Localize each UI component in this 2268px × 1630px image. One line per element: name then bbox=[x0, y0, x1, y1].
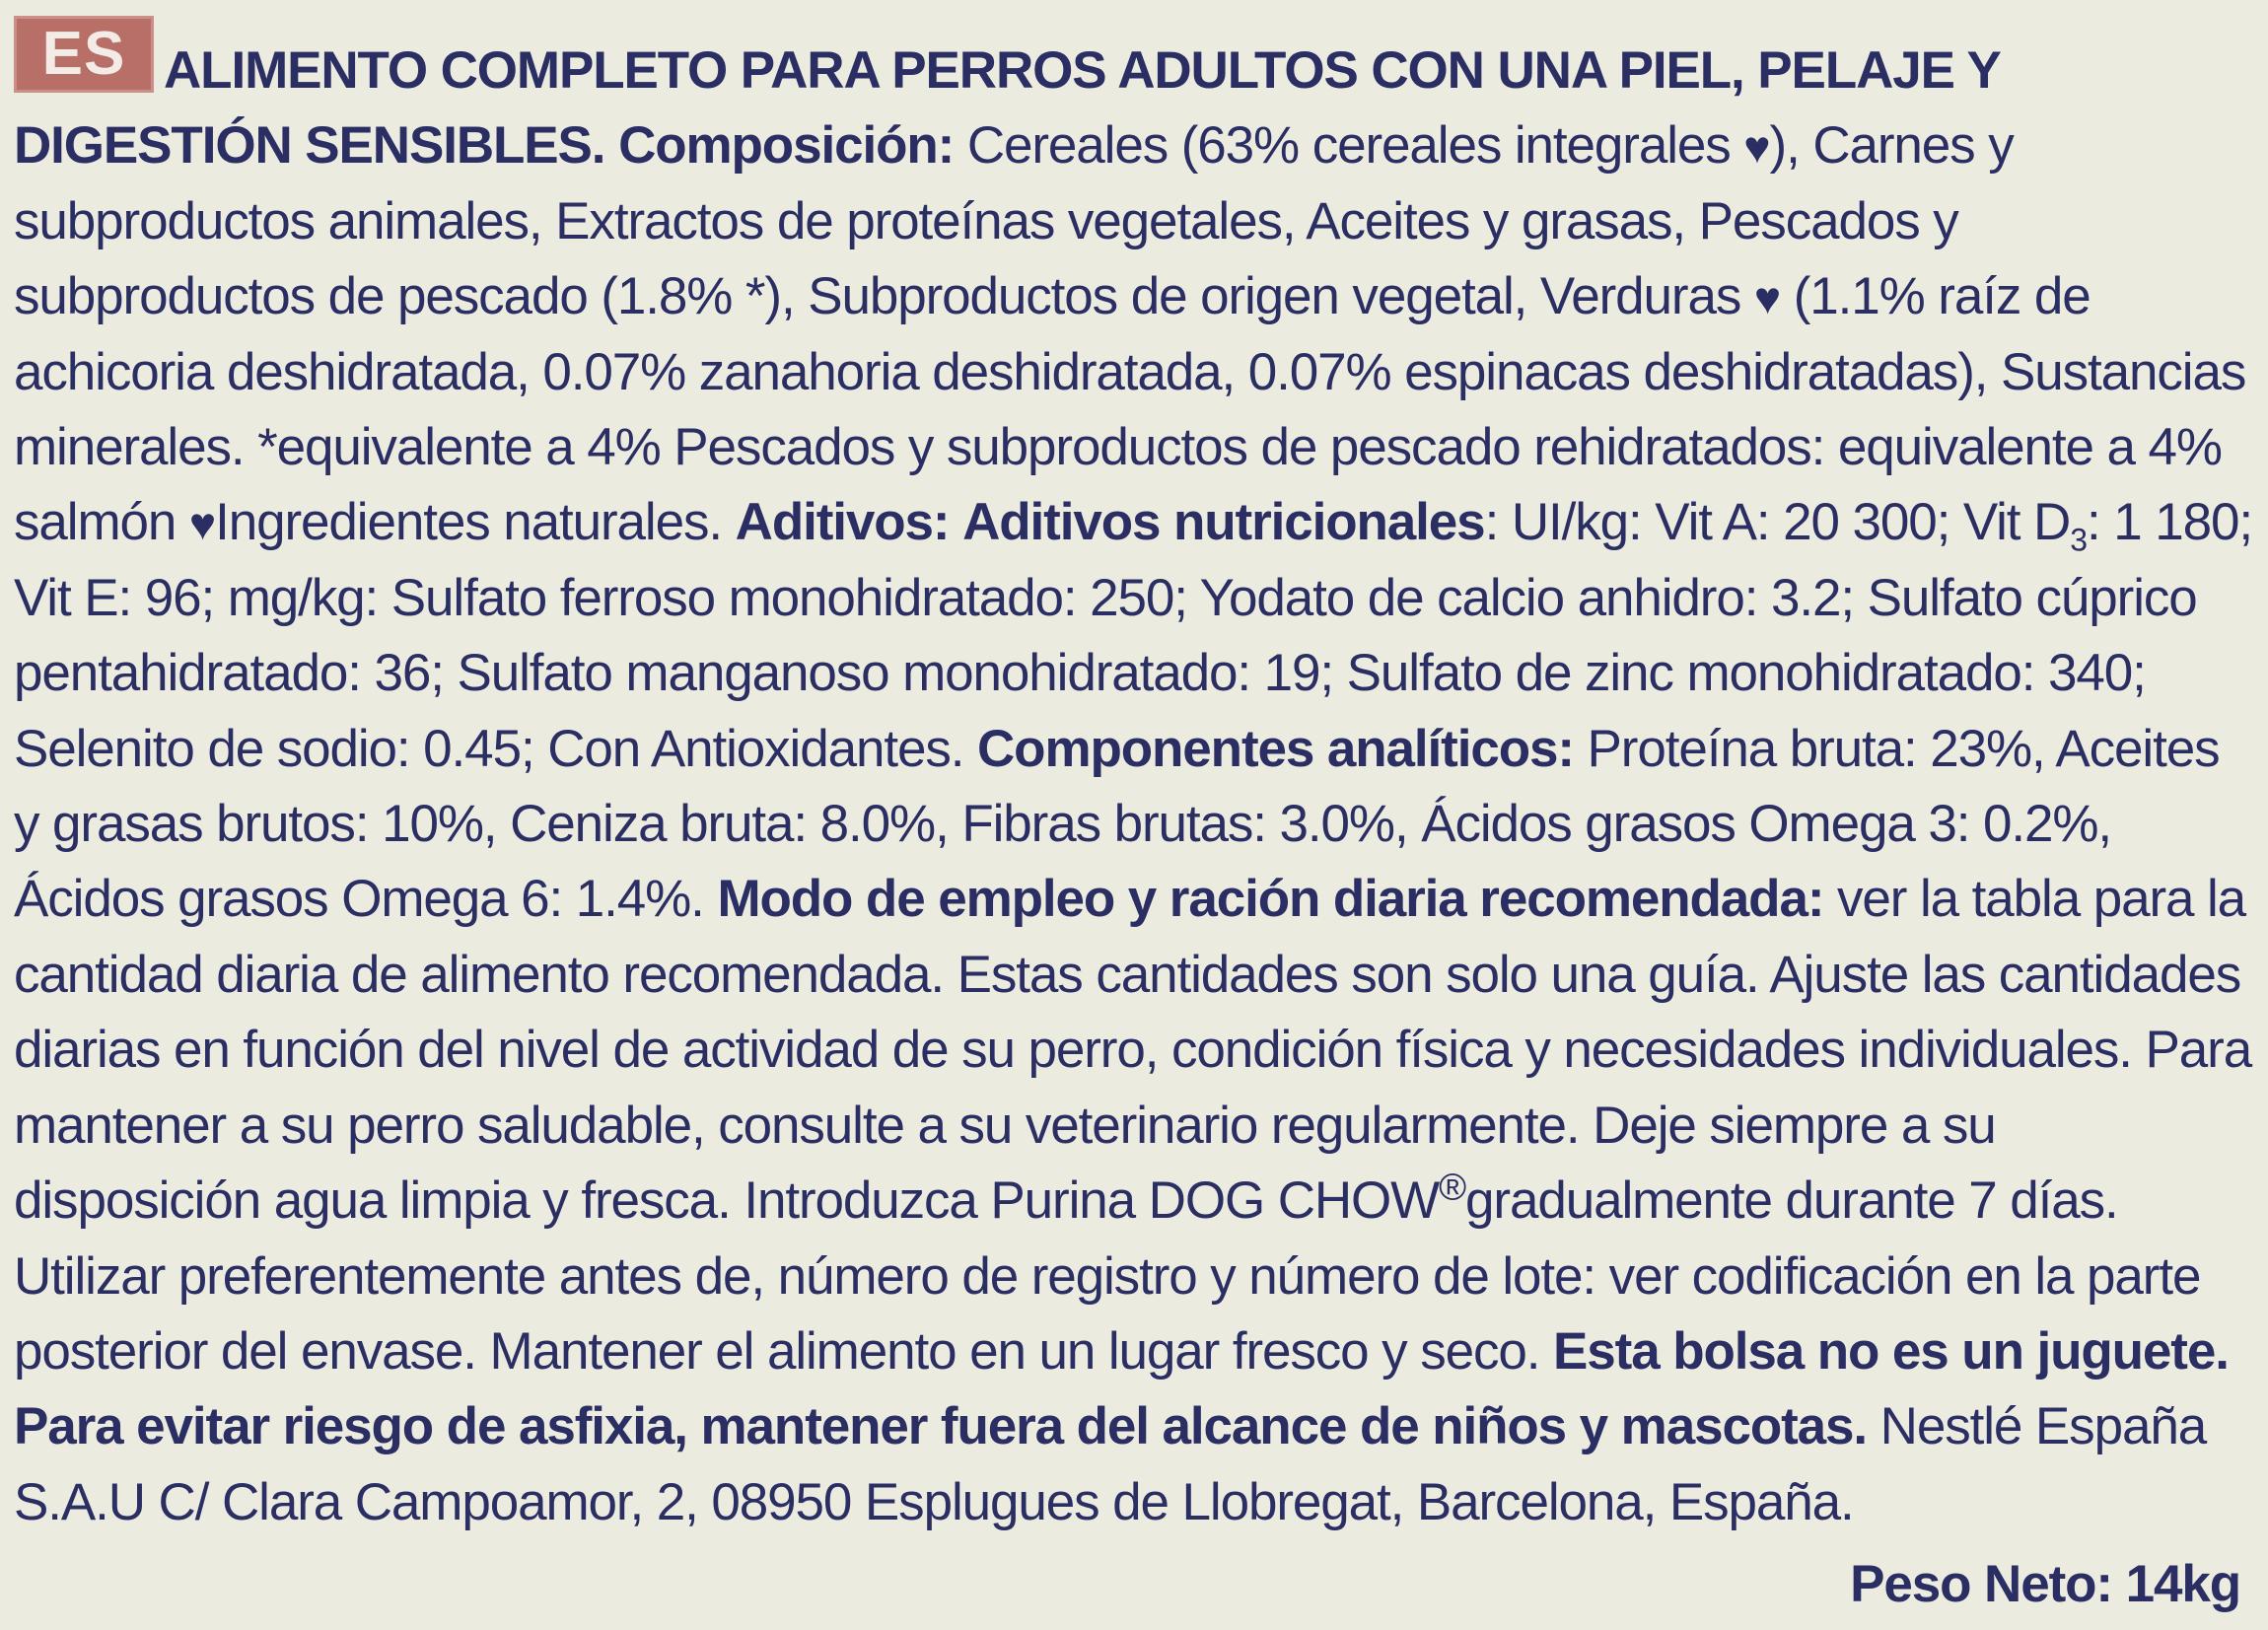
composition-heading: Composición: bbox=[618, 116, 955, 176]
heart-icon: ♥ bbox=[1743, 121, 1770, 174]
composition-text-2: ), Carnes y subproductos animales, Extractos de proteínas vegetales, Aceites y grasas, Pescados y subproductos de pescado (1.8% *), Subproductos de origen vegetal, Verduras bbox=[14, 116, 2014, 326]
heart-icon: ♥ bbox=[188, 498, 216, 550]
usage-heading: Modo de empleo y ración diaria recomendada: bbox=[717, 870, 1824, 929]
label-body-text bbox=[14, 34, 2254, 1540]
nutritional-additives-heading: Aditivos nutricionales bbox=[962, 493, 1485, 552]
product-title-line1: ALIMENTO COMPLETO PARA PERROS ADULTOS CON UNA PIEL, PELAJE Y DIGESTIÓN bbox=[14, 41, 2000, 176]
additives-text-a: : UI/kg: Vit A: 20 300; Vit D bbox=[1484, 493, 2071, 552]
composition-text-3: (1.1% raíz de achicoria deshidratada, 0.07% zanahoria deshidratada, 0.07% espinacas deshidratadas), Sustancias minerales. *equivalente a 4% Pescados y subproductos de pescado rehidratados: equivalente a 4% salmón bbox=[14, 267, 2246, 552]
usage-text-b: gradualmente durante 7 días. Utilizar preferentemente antes de, número de registro y número de lote: ver codificación en la parte posterior del envase. Mantener el alimento en un lugar fresco y seco. bbox=[14, 1171, 2201, 1381]
registered-mark: ® bbox=[1439, 1167, 1466, 1209]
additives-text-b: : 1 180; Vit E: 96; mg/kg: Sulfato ferroso monohidratado: 250; Yodato de calcio anhidro: 3.2; Sulfato cúprico pentahidratado: 36; Sulfato manganoso monohidratado: 19; Sulfato de zinc monohidratado: 340; Selenito de sodio: 0.45; Con Antioxidantes. bbox=[14, 493, 2252, 778]
usage-text-a: ver la tabla para la cantidad diaria de alimento recomendada. Estas cantidades son solo una guía. Ajuste las cantidades diarias en función del nivel de actividad de su perro, condición física y necesidades individuales. Para mantener a su perro saludable, consulte a su veterinario regularmente. Deje siempre a su disposición agua limpia y fresca. Introduzca Purina DOG CHOW bbox=[14, 870, 2252, 1231]
composition-text-1: Cereales (63% cereales integrales bbox=[966, 116, 1744, 176]
additives-heading: Aditivos: bbox=[735, 493, 950, 552]
vitamin-d-subscript: 3 bbox=[2070, 523, 2087, 559]
analytical-text: Proteína bruta: 23%, Aceites y grasas brutos: 10%, Ceniza bruta: 8.0%, Fibras brutas: 3.0%, Ácidos grasos Omega 3: 0.2%, Ácidos grasos Omega 6: 1.4%. bbox=[14, 719, 2220, 929]
product-title-line2: SENSIBLES. bbox=[305, 116, 605, 176]
safety-warning: Esta bolsa no es un juguete. Para evitar riesgo de asfixia, mantener fuera del alcance de niños y mascotas. bbox=[14, 1321, 2229, 1456]
heart-icon: ♥ bbox=[1753, 272, 1781, 324]
net-weight: Peso Neto: 14kg bbox=[1850, 1555, 2240, 1613]
composition-text-4: Ingredientes naturales. bbox=[215, 493, 722, 552]
analytical-heading: Componentes analíticos: bbox=[977, 719, 1574, 778]
manufacturer-address: Nestlé España S.A.U C/ Clara Campoamor, 2, 08950 Esplugues de Llobregat, Barcelona, España. bbox=[14, 1397, 2207, 1531]
language-badge: ES bbox=[14, 16, 154, 93]
